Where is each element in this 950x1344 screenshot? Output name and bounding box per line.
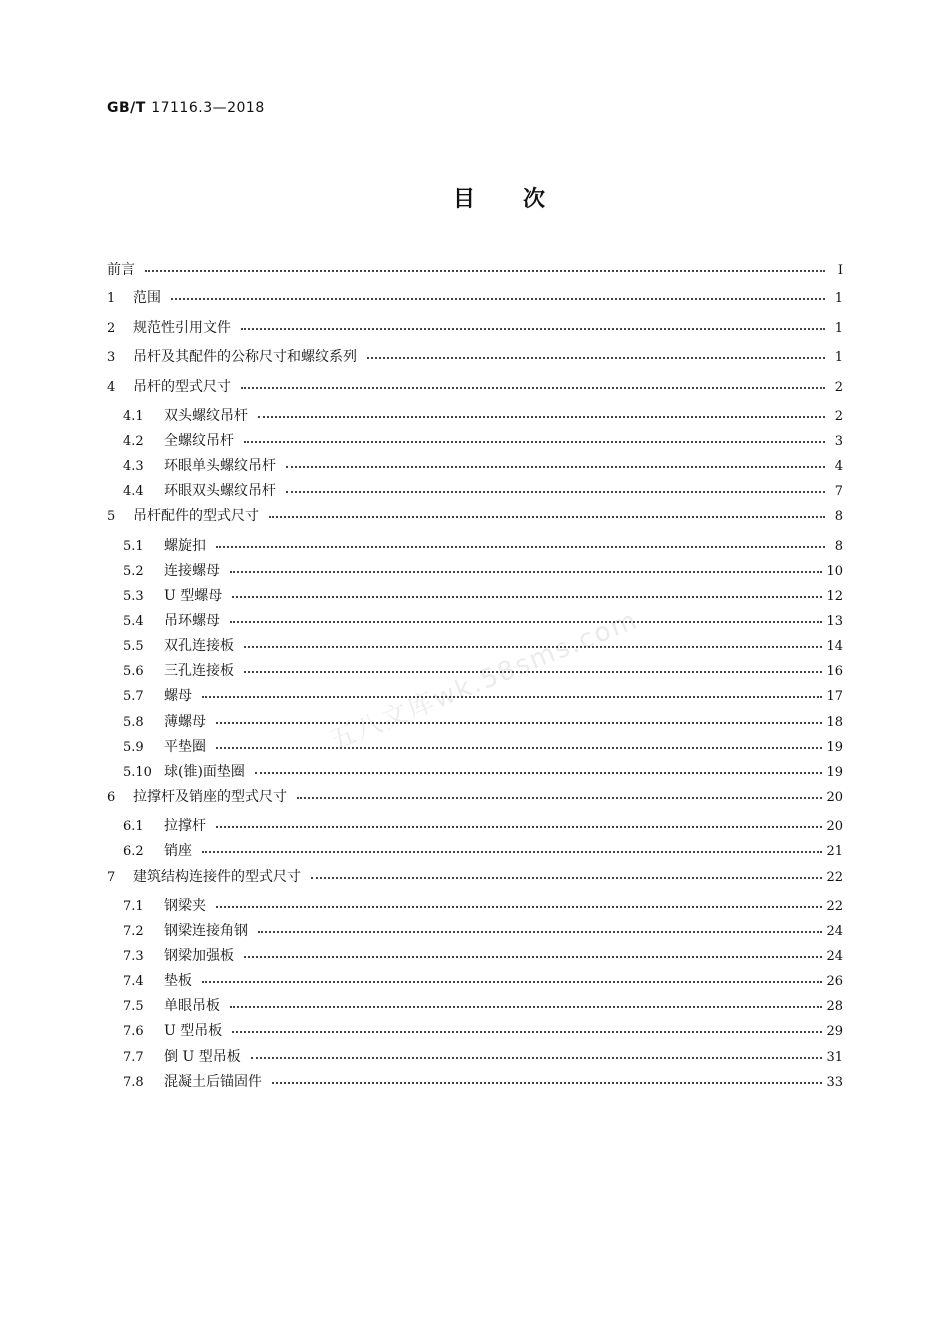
toc-entry-page: 13 <box>826 614 843 630</box>
toc-entry-page: 22 <box>826 899 843 914</box>
toc-entry-title: 吊环螺母 <box>164 613 220 630</box>
toc-entry[interactable] <box>107 1045 843 1070</box>
toc-dot-leader <box>202 837 822 853</box>
toc-dot-leader <box>202 967 822 983</box>
toc-entry-page: 33 <box>826 1074 843 1090</box>
toc-entry-title: 螺旋扣 <box>164 537 206 554</box>
toc-entry-number: 7.7 <box>123 1049 144 1065</box>
standard-code-number: 17116.3—2018 <box>151 100 265 116</box>
toc-entry[interactable] <box>107 735 843 760</box>
toc-entry[interactable] <box>107 865 843 895</box>
toc-entry-number: 5.4 <box>123 614 144 630</box>
toc-dot-leader <box>367 343 825 359</box>
toc-entry-page: 8 <box>834 509 843 525</box>
toc-entry[interactable] <box>107 659 843 684</box>
toc-dot-leader <box>230 557 822 573</box>
toc-entry[interactable] <box>107 609 843 634</box>
toc-entry[interactable] <box>107 894 843 919</box>
toc-entry-page: 14 <box>826 639 843 655</box>
toc-entry-number: 5.2 <box>123 563 144 579</box>
toc-entry[interactable] <box>107 634 843 659</box>
toc-entry-title: 环眼单头螺纹吊杆 <box>164 458 276 475</box>
toc-entry-title: 全螺纹吊杆 <box>164 433 234 450</box>
toc-entry-page: 26 <box>826 974 843 990</box>
toc-dot-leader <box>311 863 822 879</box>
toc-entry[interactable] <box>107 429 843 454</box>
toc-entry-page: 19 <box>826 739 843 755</box>
toc-entry-title: 前言 <box>107 262 135 278</box>
toc-entry-title: 双头螺纹吊杆 <box>164 408 248 424</box>
toc-entry-number: 5 <box>107 509 116 525</box>
toc-entry-page: 1 <box>834 291 843 306</box>
toc-dot-leader <box>241 373 825 389</box>
toc-entry[interactable] <box>107 684 843 709</box>
toc-entry[interactable] <box>107 839 843 864</box>
toc-entry-page: Ⅰ <box>837 263 843 278</box>
toc-entry[interactable] <box>107 375 843 405</box>
toc-entry-number: 7 <box>107 869 116 885</box>
toc-entry-page: 28 <box>826 999 843 1015</box>
toc-entry-title: 销座 <box>164 843 192 860</box>
toc-entry[interactable] <box>107 1019 843 1044</box>
toc-entry-page: 29 <box>826 1024 843 1040</box>
toc-entry[interactable] <box>107 785 843 815</box>
toc-entry-number: 5.5 <box>123 639 144 655</box>
toc-entry-number: 7.6 <box>123 1024 144 1040</box>
toc-dot-leader <box>286 477 825 493</box>
toc-dot-leader <box>232 582 822 598</box>
page-title: 目次 <box>452 187 593 212</box>
toc-entry-page: 12 <box>826 589 843 605</box>
toc-entry-title: 规范性引用文件 <box>133 319 231 336</box>
toc-entry-number: 7.3 <box>123 949 144 965</box>
toc-entry-number: 5.7 <box>123 689 144 705</box>
toc-dot-leader <box>230 992 822 1008</box>
toc-dot-leader <box>230 607 822 623</box>
toc-entry-number: 7.1 <box>123 899 144 914</box>
toc-entry-number: 6.1 <box>123 819 144 835</box>
toc-entry-title: 垫板 <box>164 973 192 990</box>
toc-entry-page: 2 <box>834 409 843 424</box>
table-of-contents <box>107 258 843 1095</box>
toc-entry[interactable] <box>107 504 843 534</box>
toc-entry[interactable] <box>107 919 843 944</box>
toc-entry-number: 1 <box>107 291 116 306</box>
toc-entry-number: 4.3 <box>123 459 144 475</box>
toc-entry-number: 4.1 <box>123 409 144 424</box>
toc-entry-page: 20 <box>826 789 843 805</box>
toc-entry-number: 4.4 <box>123 484 144 500</box>
toc-entry-page: 31 <box>826 1049 843 1065</box>
toc-entry-title: 双孔连接板 <box>164 638 234 655</box>
toc-entry-title: 吊杆及其配件的公称尺寸和螺纹系列 <box>133 349 357 365</box>
toc-entry[interactable] <box>107 994 843 1019</box>
toc-entry-number: 6 <box>107 789 116 805</box>
toc-entry-title: 吊杆配件的型式尺寸 <box>133 508 259 525</box>
toc-dot-leader <box>232 1017 822 1033</box>
toc-dot-leader <box>258 917 822 933</box>
toc-dot-leader <box>202 682 822 698</box>
toc-entry-number: 6.2 <box>123 844 144 860</box>
toc-entry-page: 3 <box>834 434 843 450</box>
toc-entry[interactable] <box>107 584 843 609</box>
toc-dot-leader <box>286 452 825 468</box>
toc-entry-number: 5.10 <box>123 764 152 780</box>
toc-entry-number: 5.6 <box>123 664 144 680</box>
toc-entry-title: 球(锥)面垫圈 <box>164 763 245 780</box>
toc-entry-title: 建筑结构连接件的型式尺寸 <box>133 868 301 885</box>
toc-entry-title: 混凝土后锚固件 <box>164 1073 262 1090</box>
toc-entry-page: 1 <box>834 320 843 336</box>
toc-entry-page: 22 <box>826 869 843 885</box>
toc-entry-page: 21 <box>826 844 843 860</box>
toc-dot-leader <box>244 657 822 673</box>
toc-entry[interactable] <box>107 258 843 286</box>
watermark: 五八文库wk.58sms.com <box>325 605 643 757</box>
toc-dot-leader <box>241 314 825 330</box>
toc-dot-leader <box>171 284 825 300</box>
toc-entry-number: 2 <box>107 320 116 336</box>
toc-entry-title: 三孔连接板 <box>164 663 234 680</box>
toc-entry-page: 18 <box>826 714 843 730</box>
toc-entry-page: 16 <box>826 664 843 680</box>
toc-entry-number: 7.4 <box>123 974 144 990</box>
toc-dot-leader <box>251 1043 823 1059</box>
toc-entry-page: 24 <box>826 949 843 965</box>
toc-entry-page: 10 <box>826 563 843 579</box>
toc-entry[interactable] <box>107 479 843 504</box>
toc-entry-title: 螺母 <box>164 688 192 705</box>
toc-entry[interactable] <box>107 404 843 429</box>
toc-dot-leader <box>216 892 822 908</box>
toc-entry-title: 拉撑杆 <box>164 818 206 835</box>
toc-entry-page: 1 <box>834 350 843 365</box>
toc-entry-number: 7.8 <box>123 1074 144 1090</box>
toc-entry-number: 7.2 <box>123 924 144 940</box>
toc-dot-leader <box>297 783 822 799</box>
toc-entry[interactable] <box>107 710 843 735</box>
toc-entry-page: 7 <box>834 484 843 500</box>
toc-entry-number: 4.2 <box>123 434 144 450</box>
toc-entry-page: 8 <box>834 538 843 554</box>
toc-entry[interactable] <box>107 814 843 839</box>
toc-entry-title: 吊杆的型式尺寸 <box>133 378 231 395</box>
toc-entry-number: 5.3 <box>123 589 144 605</box>
toc-entry[interactable] <box>107 454 843 479</box>
toc-entry-title: 环眼双头螺纹吊杆 <box>164 483 276 500</box>
toc-entry-title: 薄螺母 <box>164 713 206 730</box>
toc-dot-leader <box>244 942 822 958</box>
toc-entry-page: 17 <box>826 689 843 705</box>
toc-entry[interactable] <box>107 1070 843 1095</box>
toc-dot-leader <box>216 812 822 828</box>
toc-entry-title: 连接螺母 <box>164 562 220 579</box>
toc-entry-title: U 型螺母 <box>164 588 223 605</box>
toc-dot-leader <box>244 632 822 648</box>
toc-entry-page: 2 <box>834 379 843 395</box>
toc-dot-leader <box>145 256 825 272</box>
toc-entry[interactable] <box>107 345 843 375</box>
toc-entry-title: 拉撑杆及销座的型式尺寸 <box>133 788 287 805</box>
toc-dot-leader <box>255 758 823 774</box>
toc-entry-number: 3 <box>107 350 116 365</box>
toc-entry-page: 20 <box>826 819 843 835</box>
toc-dot-leader <box>269 502 825 518</box>
toc-entry-title: 范围 <box>133 290 161 306</box>
toc-entry[interactable] <box>107 944 843 969</box>
toc-entry-number: 5.1 <box>123 538 144 554</box>
toc-entry-number: 5.9 <box>123 739 144 755</box>
toc-dot-leader <box>216 532 825 548</box>
toc-entry-title: 钢梁夹 <box>164 898 206 914</box>
toc-dot-leader <box>216 708 822 724</box>
toc-dot-leader <box>272 1068 822 1084</box>
standard-code-prefix: GB/T <box>107 100 146 116</box>
standard-code <box>107 100 265 116</box>
toc-entry-title: 平垫圈 <box>164 738 206 755</box>
toc-dot-leader <box>244 427 825 443</box>
toc-dot-leader <box>216 733 822 749</box>
toc-entry-page: 4 <box>834 459 843 475</box>
toc-entry-page: 19 <box>826 764 843 780</box>
toc-entry-title: 倒 U 型吊板 <box>164 1048 241 1065</box>
toc-entry[interactable] <box>107 286 843 316</box>
toc-entry-number: 5.8 <box>123 714 144 730</box>
toc-entry-number: 4 <box>107 379 116 395</box>
toc-entry-title: 钢梁连接角钢 <box>164 923 248 940</box>
toc-entry[interactable] <box>107 969 843 994</box>
toc-entry-title: U 型吊板 <box>164 1023 223 1040</box>
toc-entry-page: 24 <box>826 924 843 940</box>
toc-entry-title: 钢梁加强板 <box>164 948 234 965</box>
toc-dot-leader <box>258 402 825 418</box>
toc-entry-title: 单眼吊板 <box>164 998 220 1015</box>
toc-entry[interactable] <box>107 760 843 785</box>
toc-entry[interactable] <box>107 534 843 559</box>
toc-entry-number: 7.5 <box>123 999 144 1015</box>
toc-entry[interactable] <box>107 316 843 346</box>
toc-entry[interactable] <box>107 559 843 584</box>
